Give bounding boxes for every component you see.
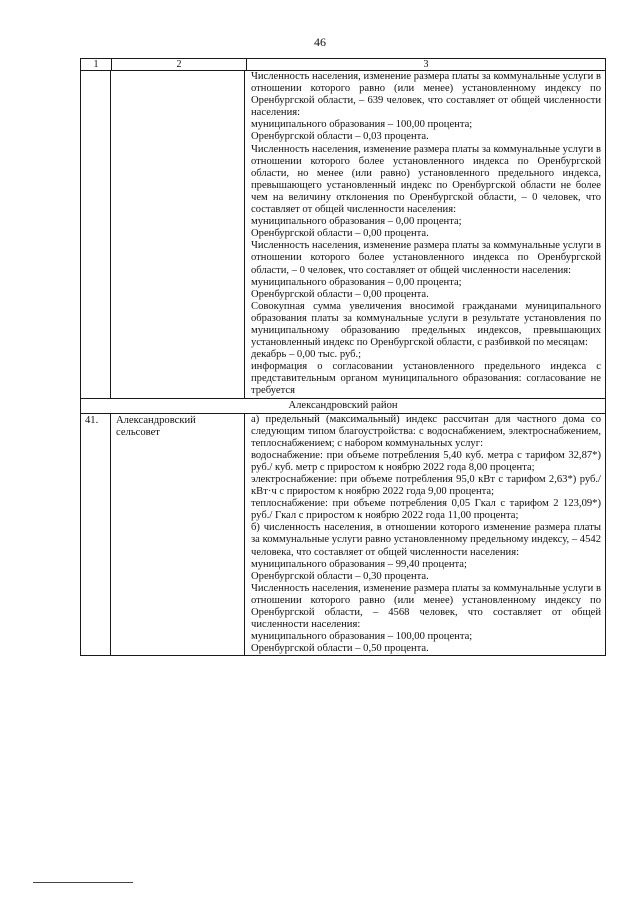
paragraph: муниципального образования – 0,00 процента; [251, 216, 462, 228]
footer-divider [33, 882, 133, 883]
paragraph: Оренбургской области – 0,00 процента. [251, 228, 429, 240]
continuation-text-cell [245, 71, 605, 398]
paragraph: электроснабжение: при объеме потребления 95,0 кВт с тарифом 2,63*) руб./кВт·ч с приростом к ноябрю 2022 года 9,00 процента; [251, 474, 601, 498]
table-header-row [81, 59, 605, 71]
paragraph: муниципального образования – 0,00 процента; [251, 276, 462, 288]
paragraph: Численность населения, изменение размера платы за коммунальные услуги в отношении которого более установленного индекса по Оренбургской области, но менее (или равно) установленного предельного индекса, превышающего установленный индекс по Оренбургской области не более чем на величину отклонения по Оренбургской области, – 0 человек, что составляет от общей численности населения: [251, 143, 601, 216]
column-header-1: 1 [81, 59, 112, 70]
entry-text-cell [245, 414, 605, 656]
paragraph: Численность населения, изменение размера платы за коммунальные услуги в отношении которого равно (или менее) установленному индексу по Оренбургской области, – 4568 человек, что составляет от общей численности населения: [251, 582, 601, 631]
document-table [80, 58, 606, 656]
entry-name [111, 414, 245, 656]
continuation-number-cell [81, 71, 111, 398]
paragraph: а) предельный (максимальный) индекс рассчитан для частного дома со следующим типом благоустройства: с водоснабжением, электроснабжением, теплоснабжением; с набором коммунальных услуг: [251, 413, 601, 449]
paragraph: Оренбургской области – 0,00 процента. [251, 288, 429, 300]
section-title: Александровский район [81, 398, 605, 414]
column-header-3: 3 [423, 59, 429, 70]
paragraph: муниципального образования – 99,40 процента; [251, 558, 467, 570]
entry-number: 41. [81, 414, 111, 656]
paragraph: б) численность населения, в отношении которого изменение размера платы за коммунальные услуги равно установленному предельному индексу, – 4542 человека, что составляет от общей численности населения: [251, 522, 601, 558]
paragraph: Численность населения, изменение размера платы за коммунальные услуги в отношении которого равно (или менее) установленному индексу по Оренбургской области, – 639 человек, что составляет от общей численности населения: [251, 71, 601, 119]
entry-name-line-2: сельсовет [116, 426, 160, 438]
paragraph: информация о согласовании установленного предельного индекса с представительным органом муниципального образования: согласование не требуется [251, 361, 601, 397]
paragraph: муниципального образования – 100,00 процента; [251, 119, 473, 131]
continuation-row [81, 71, 605, 398]
paragraph: водоснабжение: при объеме потребления 5,40 куб. метра с тарифом 32,87*) руб./ куб. метр с приростом к ноябрю 2022 года 8,00 процента; [251, 449, 601, 473]
paragraph: Совокупная сумма увеличения вносимой гражданами муниципального образования платы за коммунальные услуги в результате установления по муниципальному образованию предельных индексов, превышающих установленный индекс по Оренбургской области, с разбивкой по месяцам: [251, 300, 601, 349]
entry-name-line-1: Александровский [116, 414, 196, 426]
paragraph: Численность населения, изменение размера платы за коммунальные услуги в отношении которого более установленного индекса по Оренбургской области, – 0 человек, что составляет от общей численности населения: [251, 240, 601, 276]
entry-row [81, 414, 605, 656]
paragraph: теплоснабжение: при объеме потребления 0,05 Гкал с тарифом 2 123,09*) руб./ Гкал с приростом к ноябрю 2022 года 11,00 процента; [251, 498, 601, 522]
column-header-2: 2 [112, 59, 247, 70]
paragraph: Оренбургской области – 0,03 процента. [251, 131, 429, 143]
paragraph: декабрь – 0,00 тыс. руб.; [251, 349, 362, 361]
page-number: 46 [314, 35, 326, 49]
continuation-name-cell [111, 71, 245, 398]
paragraph: Оренбургской области – 0,50 процента. [251, 643, 429, 655]
paragraph: Оренбургской области – 0,30 процента. [251, 570, 429, 582]
paragraph: муниципального образования – 100,00 процента; [251, 631, 473, 643]
